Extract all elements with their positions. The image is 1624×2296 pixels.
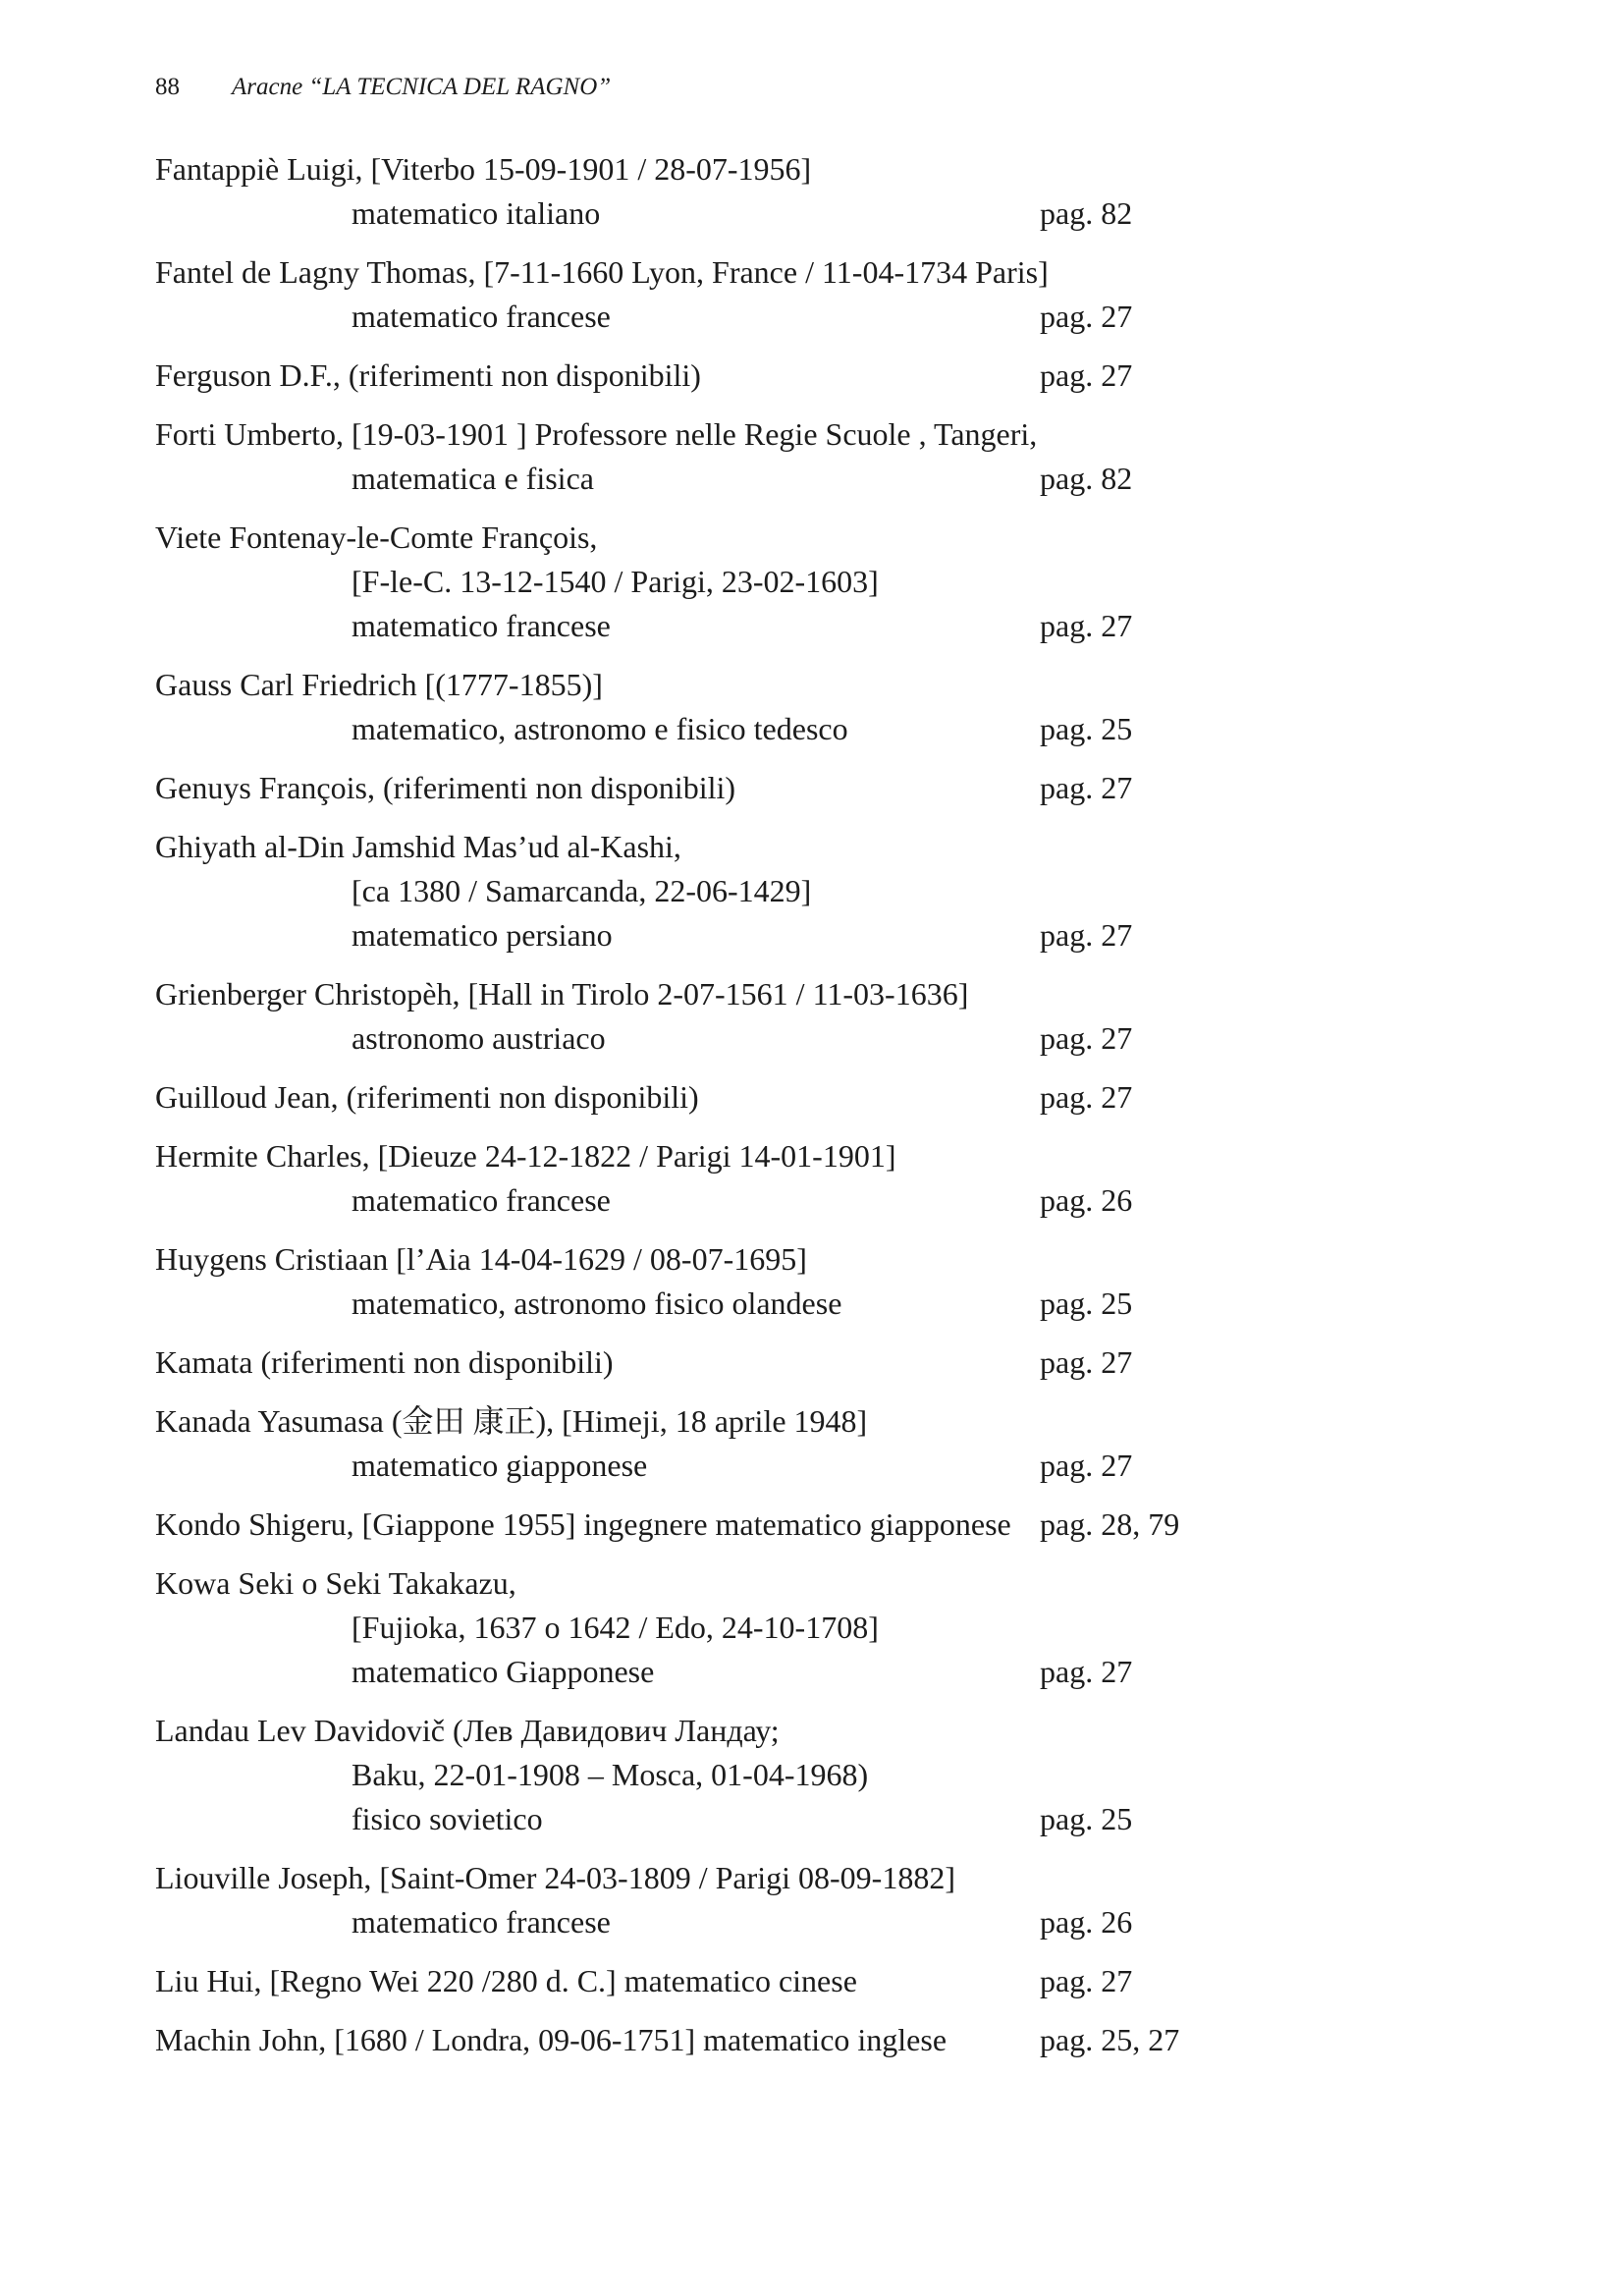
entry-name-line <box>155 516 1235 560</box>
entry-name-line <box>155 412 1235 457</box>
running-header <box>155 73 611 102</box>
entry-name-line <box>155 663 1235 707</box>
entry-text: [ca 1380 / Samarcanda, 22-06-1429] <box>352 873 812 908</box>
entry-text: Huygens Cristiaan [l’Aia 14-04-1629 / 08-07-1695] <box>155 1241 807 1277</box>
entry-name-line <box>155 1340 1235 1385</box>
entry-detail-line <box>155 707 1235 751</box>
entry-text: matematico, astronomo fisico olandese <box>352 1285 842 1321</box>
entry-text: Hermite Charles, [Dieuze 24-12-1822 / Parigi 14-01-1901] <box>155 1138 896 1174</box>
page-reference: pag. 26 <box>1040 1182 1133 1218</box>
page-reference: pag. 82 <box>1040 461 1133 496</box>
page-reference: pag. 25 <box>1040 1801 1133 1836</box>
entry-detail-line <box>155 1797 1235 1841</box>
index-entry <box>155 972 1235 1061</box>
name-index-list <box>155 147 1235 2077</box>
index-entry <box>155 250 1235 339</box>
index-entry <box>155 1856 1235 1944</box>
page-reference: pag. 26 <box>1040 1904 1133 1940</box>
entry-detail-line <box>155 295 1235 339</box>
entry-text: Fantel de Lagny Thomas, [7-11-1660 Lyon, France / 11-04-1734 Paris] <box>155 254 1049 290</box>
index-entry <box>155 1709 1235 1841</box>
page-reference: pag. 27 <box>1040 299 1133 334</box>
page-reference: pag. 27 <box>1040 1344 1133 1380</box>
entry-detail-line <box>155 1178 1235 1223</box>
entry-detail-line <box>155 913 1235 957</box>
entry-text: Forti Umberto, [19-03-1901 ] Professore nelle Regie Scuole , Tangeri, <box>155 416 1038 452</box>
entry-detail-line <box>155 1282 1235 1326</box>
entry-text: matematico francese <box>352 1182 611 1218</box>
index-entry <box>155 1134 1235 1223</box>
index-entry <box>155 1959 1235 2003</box>
entry-text: Liu Hui, [Regno Wei 220 /280 d. C.] matematico cinese <box>155 1963 857 1998</box>
page-reference: pag. 27 <box>1040 608 1133 643</box>
entry-name-line <box>155 1709 1235 1753</box>
index-entry <box>155 1561 1235 1694</box>
index-entry <box>155 412 1235 501</box>
entry-name-line <box>155 1075 1235 1120</box>
entry-text: Genuys François, (riferimenti non disponibili) <box>155 770 736 805</box>
entry-text: Liouville Joseph, [Saint-Omer 24-03-1809 / Parigi 08-09-1882] <box>155 1860 955 1895</box>
page-reference: pag. 28, 79 <box>1040 1506 1180 1542</box>
index-entry <box>155 1503 1235 1547</box>
entry-detail-line <box>155 1016 1235 1061</box>
entry-text: matematico francese <box>352 608 611 643</box>
page-reference: pag. 27 <box>1040 917 1133 953</box>
entry-text: astronomo austriaco <box>352 1020 606 1056</box>
entry-name-line <box>155 1237 1235 1282</box>
index-entry <box>155 663 1235 751</box>
page-reference: pag. 27 <box>1040 357 1133 393</box>
entry-text: Baku, 22-01-1908 – Mosca, 01-04-1968) <box>352 1757 869 1792</box>
entry-detail-line <box>155 604 1235 648</box>
entry-name-line <box>155 250 1235 295</box>
entry-name-line <box>155 1503 1235 1547</box>
index-entry <box>155 1399 1235 1488</box>
entry-name-line <box>155 147 1235 191</box>
index-entry <box>155 1237 1235 1326</box>
entry-text: Kowa Seki o Seki Takakazu, <box>155 1565 516 1601</box>
page-reference: pag. 25 <box>1040 711 1133 746</box>
entry-detail-line <box>155 1753 1235 1797</box>
entry-text: matematico persiano <box>352 917 613 953</box>
entry-detail-line <box>155 1444 1235 1488</box>
entry-detail-line <box>155 1900 1235 1944</box>
entry-name-line <box>155 972 1235 1016</box>
index-entry <box>155 516 1235 648</box>
entry-text: Guilloud Jean, (riferimenti non disponibili) <box>155 1079 699 1115</box>
entry-text: Kondo Shigeru, [Giappone 1955] ingegnere matematico giapponese <box>155 1506 1011 1542</box>
index-entry <box>155 147 1235 236</box>
entry-text: [Fujioka, 1637 o 1642 / Edo, 24-10-1708] <box>352 1610 879 1645</box>
entry-text: Grienberger Christopèh, [Hall in Tirolo 2-07-1561 / 11-03-1636] <box>155 976 969 1011</box>
book-title: Aracne “LA TECNICA DEL RAGNO” <box>232 74 612 100</box>
entry-text: Landau Lev Davidovič (Лев Давидович Ландау; <box>155 1713 780 1748</box>
entry-text: Kanada Yasumasa (金田 康正), [Himeji, 18 aprile 1948] <box>155 1403 868 1439</box>
entry-detail-line <box>155 560 1235 604</box>
page-reference: pag. 27 <box>1040 1963 1133 1998</box>
page-reference: pag. 82 <box>1040 195 1133 231</box>
entry-name-line <box>155 2018 1235 2062</box>
entry-name-line <box>155 1399 1235 1444</box>
index-entry <box>155 825 1235 957</box>
page-reference: pag. 27 <box>1040 1654 1133 1689</box>
entry-detail-line <box>155 869 1235 913</box>
entry-name-line <box>155 1959 1235 2003</box>
page-reference: pag. 25, 27 <box>1040 2022 1180 2057</box>
entry-detail-line <box>155 457 1235 501</box>
entry-text: Viete Fontenay-le-Comte François, <box>155 519 598 555</box>
page-reference: pag. 27 <box>1040 1079 1133 1115</box>
entry-name-line <box>155 1561 1235 1606</box>
index-entry <box>155 1075 1235 1120</box>
entry-text: matematico francese <box>352 1904 611 1940</box>
entry-text: Gauss Carl Friedrich [(1777-1855)] <box>155 667 603 702</box>
entry-name-line <box>155 354 1235 398</box>
page-reference: pag. 27 <box>1040 1020 1133 1056</box>
entry-name-line <box>155 766 1235 810</box>
entry-detail-line <box>155 1606 1235 1650</box>
index-entry <box>155 354 1235 398</box>
entry-text: Fantappiè Luigi, [Viterbo 15-09-1901 / 28-07-1956] <box>155 151 812 187</box>
index-entry <box>155 1340 1235 1385</box>
page-reference: pag. 27 <box>1040 1448 1133 1483</box>
entry-name-line <box>155 1134 1235 1178</box>
entry-detail-line <box>155 191 1235 236</box>
page-number: 88 <box>155 74 180 100</box>
entry-text: fisico sovietico <box>352 1801 543 1836</box>
entry-text: Kamata (riferimenti non disponibili) <box>155 1344 614 1380</box>
entry-text: matematico, astronomo e fisico tedesco <box>352 711 848 746</box>
entry-text: matematico francese <box>352 299 611 334</box>
index-entry <box>155 766 1235 810</box>
entry-text: matematico giapponese <box>352 1448 648 1483</box>
page-reference: pag. 25 <box>1040 1285 1133 1321</box>
entry-text: Ghiyath al-Din Jamshid Mas’ud al-Kashi, <box>155 829 681 864</box>
entry-detail-line <box>155 1650 1235 1694</box>
entry-text: matematico Giapponese <box>352 1654 655 1689</box>
entry-text: Ferguson D.F., (riferimenti non disponibili) <box>155 357 701 393</box>
entry-name-line <box>155 1856 1235 1900</box>
page-reference: pag. 27 <box>1040 770 1133 805</box>
entry-text: Machin John, [1680 / Londra, 09-06-1751] matematico inglese <box>155 2022 947 2057</box>
entry-text: [F-le-C. 13-12-1540 / Parigi, 23-02-1603] <box>352 564 879 599</box>
entry-name-line <box>155 825 1235 869</box>
entry-text: matematica e fisica <box>352 461 594 496</box>
entry-text: matematico italiano <box>352 195 601 231</box>
index-entry <box>155 2018 1235 2062</box>
